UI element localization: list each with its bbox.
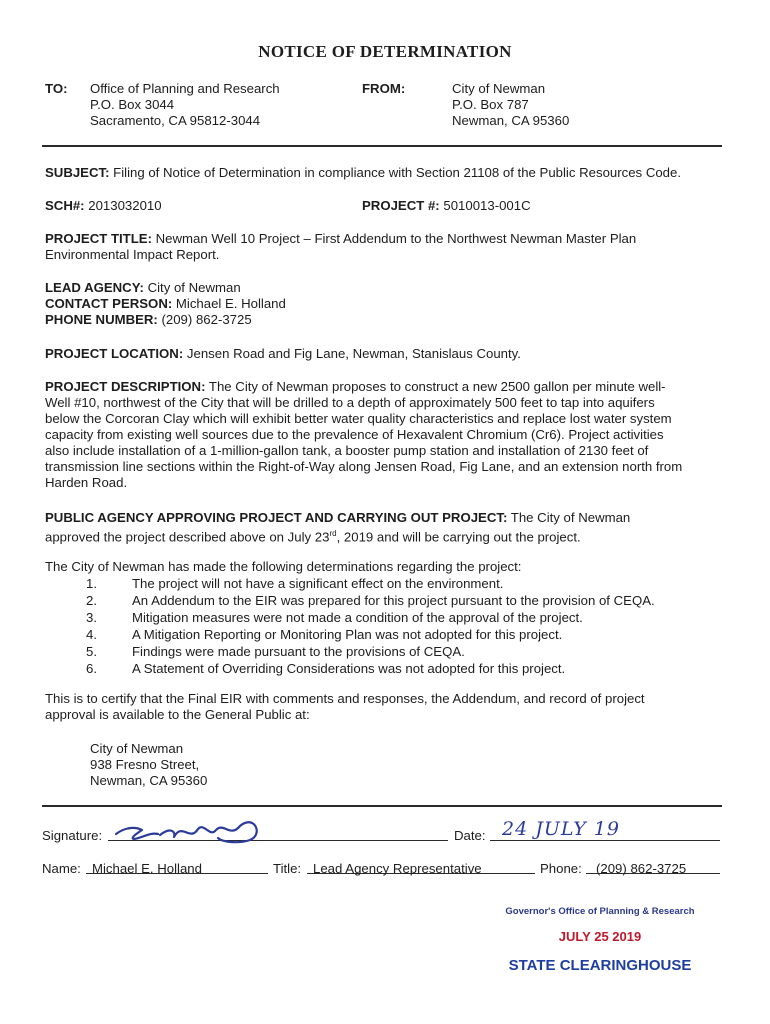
lead-agency-value: City of Newman: [147, 280, 241, 295]
from-line-2: P.O. Box 787: [452, 97, 529, 112]
project-description: [45, 378, 666, 395]
list-item: [86, 643, 655, 660]
date-line: [490, 840, 720, 841]
signature-label: Signature:: [42, 828, 103, 843]
project-description-line-3: below the Corcoran Clay which will exhibit better water quality characteristics and replace lost water system: [45, 411, 672, 426]
from-line-3: Newman, CA 95360: [452, 113, 570, 128]
name-value: Michael E. Holland: [92, 861, 202, 876]
phone-number-value: (209) 862-3725: [161, 312, 252, 327]
list-item-text: A Statement of Overriding Considerations was not adopted for this project.: [132, 661, 566, 676]
approval-text-post: , 2019 and will be carrying out the project.: [336, 529, 581, 545]
project-title-line-1: Newman Well 10 Project – First Addendum to the Northwest Newman Master Plan: [155, 231, 637, 246]
lead-agency: [45, 279, 241, 296]
list-item: [86, 626, 655, 643]
contact-person-value: Michael E. Holland: [175, 296, 286, 311]
from-label: FROM:: [362, 81, 406, 96]
approval-text-pre: approved the project described above on July 23: [45, 529, 330, 545]
address-line-2: 938 Fresno Street,: [90, 757, 200, 772]
to-line-3: Sacramento, CA 95812-3044: [90, 113, 261, 128]
name-label: Name:: [42, 861, 81, 876]
project-description-label: PROJECT DESCRIPTION:: [45, 379, 206, 394]
signature-divider: [42, 805, 722, 807]
project-description-line-6: transmission line sections within the Right-of-Way along Jensen Road, Fig Lane, and an extension north from: [45, 459, 683, 474]
contact-person-label: CONTACT PERSON:: [45, 296, 173, 311]
subject-label: SUBJECT:: [45, 165, 110, 180]
project-location-label: PROJECT LOCATION:: [45, 346, 184, 361]
from-line-1: City of Newman: [452, 81, 546, 96]
stamp-name: STATE CLEARINGHOUSE: [508, 957, 692, 974]
list-item-number: 2.: [86, 593, 97, 608]
address-line-3: Newman, CA 95360: [90, 773, 208, 788]
list-item-number: 4.: [86, 627, 97, 642]
list-item-text: The project will not have a significant effect on the environment.: [132, 576, 504, 591]
project-title: [45, 230, 636, 247]
list-item-number: 1.: [86, 576, 97, 591]
project-number: [362, 197, 531, 214]
list-item-number: 5.: [86, 644, 97, 659]
list-item-number: 6.: [86, 661, 97, 676]
public-agency-line-2: [45, 525, 581, 545]
determinations-list: [86, 575, 655, 677]
project-description-line-4: capacity from existing well sources due to the prevalence of Hexavalent Chromium (Cr6). Project activities: [45, 427, 664, 442]
certify-line-1: This is to certify that the Final EIR with comments and responses, the Addendum, and record of project: [45, 691, 645, 706]
to-label: TO:: [45, 81, 68, 96]
phone-value: (209) 862-3725: [596, 861, 687, 876]
sch-value: 2013032010: [88, 198, 162, 213]
to-line-1: Office of Planning and Research: [90, 81, 280, 96]
address-line-1: City of Newman: [90, 741, 184, 756]
public-agency-line-1: The City of Newman: [510, 510, 631, 525]
signature-image: [112, 812, 272, 848]
public-agency-label: PUBLIC AGENCY APPROVING PROJECT AND CARRYING OUT PROJECT:: [45, 510, 508, 525]
list-item-text: Mitigation measures were not made a condition of the approval of the project.: [132, 610, 583, 625]
list-item: [86, 592, 655, 609]
list-item-number: 3.: [86, 610, 97, 625]
public-agency: [45, 509, 630, 526]
project-number-label: PROJECT #:: [362, 198, 440, 213]
phone-number: [45, 311, 252, 328]
title-label: Title:: [273, 861, 302, 876]
to-line-2: P.O. Box 3044: [90, 97, 175, 112]
list-item: [86, 609, 655, 626]
certify-line-2: approval is available to the General Public at:: [45, 707, 310, 722]
phone-number-label: PHONE NUMBER:: [45, 312, 158, 327]
list-item-text: An Addendum to the EIR was prepared for this project pursuant to the provision of CEQA.: [132, 593, 655, 608]
date-label: Date:: [454, 828, 486, 843]
received-stamp: [470, 900, 730, 990]
project-title-line-2: Environmental Impact Report.: [45, 247, 220, 262]
list-item: [86, 660, 655, 677]
sch-label: SCH#:: [45, 198, 85, 213]
date-handwritten: 24 JULY 19: [502, 818, 621, 840]
project-number-value: 5010013-001C: [443, 198, 531, 213]
project-description-line-7: Harden Road.: [45, 475, 128, 490]
project-location: [45, 345, 521, 362]
determinations-intro: The City of Newman has made the following determinations regarding the project:: [45, 559, 522, 574]
project-location-value: Jensen Road and Fig Lane, Newman, Stanislaus County.: [186, 346, 521, 361]
stamp-office: Governor's Office of Planning & Research: [505, 906, 695, 917]
project-description-line-2: Well #10, northwest of the City that will be drilled to a depth of approximately 500 feet to tap into aquifers: [45, 395, 655, 410]
subject: [45, 164, 681, 181]
project-description-line-1: The City of Newman proposes to construct a new 2500 gallon per minute well-: [208, 379, 666, 394]
list-item: [86, 575, 655, 592]
approval-date-suffix: rd: [329, 529, 337, 538]
sch-number: [45, 197, 162, 214]
project-description-line-5: also include installation of a 1-million-gallon tank, a booster pump station and installation of 2130 feet of: [45, 443, 649, 458]
lead-agency-label: LEAD AGENCY:: [45, 280, 144, 295]
subject-text: Filing of Notice of Determination in compliance with Section 21108 of the Public Resources Code.: [113, 165, 682, 180]
phone-label: Phone:: [540, 861, 582, 876]
list-item-text: Findings were made pursuant to the provisions of CEQA.: [132, 644, 465, 659]
title-value: Lead Agency Representative: [313, 861, 482, 876]
stamp-date: JULY 25 2019: [558, 929, 642, 944]
list-item-text: A Mitigation Reporting or Monitoring Plan was not adopted for this project.: [132, 627, 563, 642]
header-divider: [42, 145, 722, 147]
page-title: NOTICE OF DETERMINATION: [258, 42, 512, 61]
project-title-label: PROJECT TITLE:: [45, 231, 152, 246]
contact-person: [45, 295, 286, 312]
